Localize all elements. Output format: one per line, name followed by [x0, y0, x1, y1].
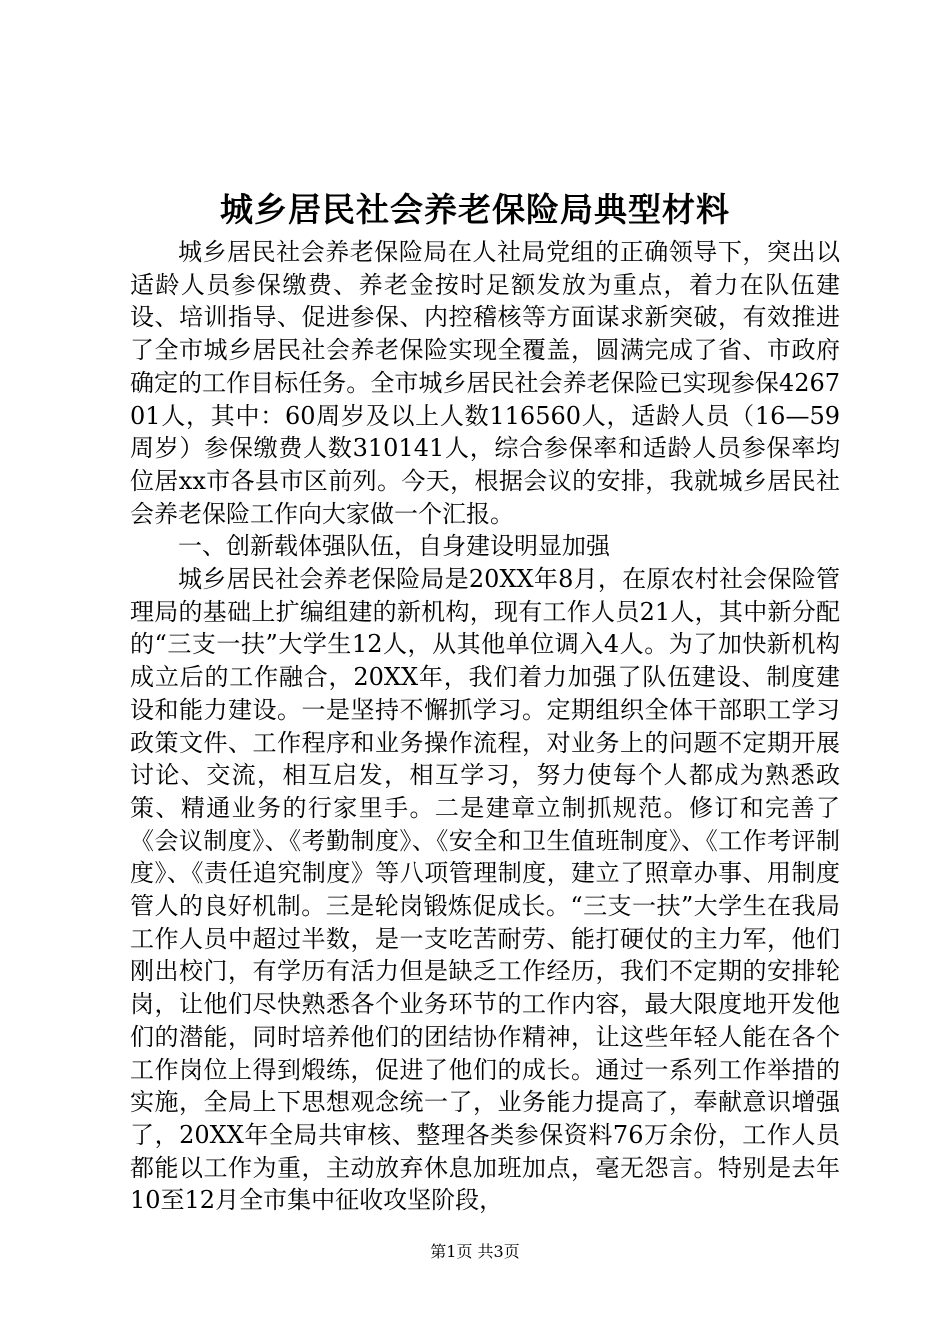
document-title: 城乡居民社会养老保险局典型材料 [220, 190, 730, 229]
document-body [130, 236, 840, 1217]
page-footer: 第1页 共3页 [430, 1242, 520, 1261]
section-heading-1: 一、创新载体强队伍，自身建设明显加强 [178, 532, 610, 561]
paragraph-section-1: 城乡居民社会养老保险局是20XX年8月，在原农村社会保险管理局的基础上扩编组建的新机构，现有工作人员21人，其中新分配的“三支一扶”大学生12人，从其他单位调入4人。为了加快新机构成立后的工作融合，20XX年，我们着力加强了队伍建设、制度建设和能力建设。一是坚持不懈抓学习。定期组织全体干部职工学习政策文件、工作程序和业务操作流程，对业务上的问题不定期开展讨论、交流，相互启发，相互学习，努力使每个人都成为熟悉政策、精通业务的行家里手。二是建章立制抓规范。修订和完善了《会议制度》、《考勤制度》、《安全和卫生值班制度》、《工作考评制度》、《责任追究制度》等八项管理制度，建立了照章办事、用制度管人的良好机制。三是轮岗锻炼促成长。“三支一扶”大学生在我局工作人员中超过半数，是一支吃苦耐劳、能打硬仗的主力军，他们刚出校门，有学历有活力但是缺乏工作经历，我们不定期的安排轮岗，让他们尽快熟悉各个业务环节的工作内容，最大限度地开发他们的潜能，同时培养他们的团结协作精神，让这些年轻人能在各个工作岗位上得到煅练，促进了他们的成长。通过一系列工作举措的实施，全局上下思想观念统一了，业务能力提高了，奉献意识增强了，20XX年全局共审核、整理各类参保资料76万余份，工作人员都能以工作为重，主动放弃休息加班加点，毫无怨言。特别是去年10至12月全市集中征收攻坚阶段， [130, 565, 840, 1215]
paragraph-intro: 城乡居民社会养老保险局在人社局党组的正确领导下，突出以适龄人员参保缴费、养老金按时足额发放为重点，着力在队伍建设、培训指导、促进参保、内控稽核等方面谋求新突破，有效推进了全市城乡居民社会养老保险实现全覆盖，圆满完成了省、市政府确定的工作目标任务。全市城乡居民社会养老保险已实现参保426701人，其中：60周岁及以上人数116560人，适龄人员（16—59周岁）参保缴费人数310141人，综合参保率和适龄人员参保率均位居xx市各县市区前列。今天，根据会议的安排，我就城乡居民社会养老保险工作向大家做一个汇报。 [130, 238, 840, 528]
